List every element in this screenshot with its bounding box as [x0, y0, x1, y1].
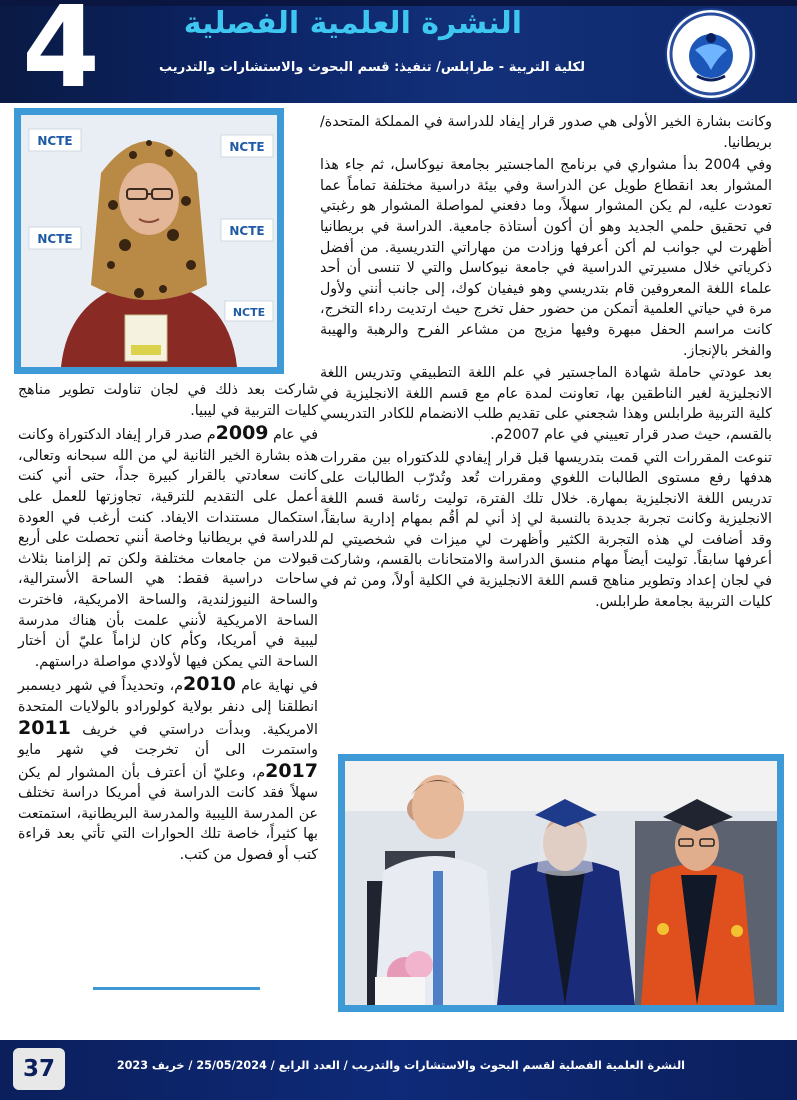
paragraph: بعد عودتي حاملة شهادة الماجستير في علم اللغة التطبيقي وتدريس اللغة الانجليزية لغير الناطقين بها، تعاونت لمدة عام مع قسم اللغة الانجليزية في كلية التربية طرابلس وهذا شجعني على تقديم طلب الانضمام للكادر التدريسي بالقسم، حيث صدر قرار تعييني في عام 2007م.: [320, 365, 772, 443]
paragraph: [18, 674, 318, 865]
year-2011: 2011: [18, 716, 71, 739]
issue-number: 4: [22, 0, 100, 103]
text-segment: م، وتحديداً في شهر ديسمبر انطلقنا إلى دنفر بولاية كولورادو بالولايات المتحدة الامريكية. وبدأت دراستي في خريف: [18, 678, 318, 738]
page-number: 37: [13, 1048, 65, 1090]
college-logo-icon: [665, 8, 757, 100]
newsletter-title: النشرة العلمية الفصلية: [183, 6, 522, 41]
footer-bar: [0, 1040, 797, 1100]
paragraph: وفي 2004 بدأ مشواري في برنامج الماجستير بجامعة نيوكاسل، ثم جاء هذا المشوار بعد انقطاع طويل عن الدراسة وفي بيئة دراسية مختلفة تماماً عما تعودت عليه، لم يكن المشوار سهلاً، وما دفعني لمواصلة المشوار هو رغبتي في تحقيق حلمي الجديد وهو أن أكون أستاذة جامعية. الدراسة في بريطانيا أظهرت لي جوانب لم أكن أعرفها وزادت من مهاراتي التدريسية. من أفضل ذكرياتي خلال مسيرتي الدراسية في جامعة نيوكاسل والتي لا تنسى أن أحد علماء اللغة المعروفين قام بتدريسي وهو فيفيان كوك، إلى جانب أنني ولأول مرة في حياتي العلمية أتمكن من حضور حفل تخرج حيث ارتديت رداء التخرج، كانت مراسم الحفل مبهرة وفيها مزيج من مشاعر الفرح والرهبة والهيبة والفخر بالإنجاز.: [320, 157, 772, 359]
year-2010: 2010: [182, 673, 236, 696]
paragraph: وكانت بشارة الخير الأولى هي صدور قرار إيفاد للدراسة في المملكة المتحدة/بريطانيا.: [320, 114, 772, 151]
text-segment: واستمرت الى أن تخرجت في شهر مايو: [18, 742, 318, 759]
header-bar: [0, 0, 797, 103]
portrait-photo-inner: [21, 115, 277, 367]
year-2017: 2017: [265, 759, 318, 782]
banner-text-4: NCTE: [229, 224, 265, 238]
left-column-text: [18, 380, 318, 868]
graduation-photo-inner: [345, 761, 777, 1005]
decorative-divider: [93, 987, 260, 990]
banner-text-2: NCTE: [37, 232, 73, 246]
text-segment: م صدر قرار إيفاد الدكتوراة وكانت هذه بشارة الخير الثانية لي من الله سبحانه وتعالى، كانت سعادتي بالقرار كبيرة جداً، حتى أني كنت أعمل على التقديم للترقية، تجاوزتها للعمل على استكمال مستندات الايفاد. كنت أرغب في العودة للدراسة في بريطانيا وخاصة أنني تحصلت على أربع قبولات من جامعات مختلفة ولكن تم إلزامنا بثلاث ساحات دراسية فقط: هي الساحة الأسترالية، والساحة النيوزلندية، والساحة الامريكية، فاخترت الساحة الامريكية لأنني علمت بأن هناك مدرسة ليبية في أمريكا، وكأم كان لزاماً عليّ أن أختار الساحة التي يمكن فيها لأولادي مواصلة دراستهم.: [18, 427, 318, 670]
text-segment: في عام: [268, 427, 319, 444]
paragraph: [18, 423, 318, 672]
text-segment: م، وعليّ أن أعترف بأن المشوار لم يكن سهلاً فقد كانت الدراسة في أمريكا دراسة تختلف عن المدرسة الليبية والمدرسة البريطانية، استمتعت بها كثيراً، خاصة تلك الحوارات التي تأتي بعد قراءة كتب أو فصول من كتب.: [18, 764, 318, 864]
banner-text-1: NCTE: [37, 134, 73, 148]
portrait-photo: [14, 108, 284, 374]
footer-caption: النشرة العلمية الفصلية لقسم البحوث والاستشارات والتدريب / العدد الرابع / 25/05/2024 / خريف 2023: [116, 1059, 685, 1072]
banner-text-3: NCTE: [229, 140, 265, 154]
graduation-photo: [338, 754, 784, 1012]
text-segment: في نهاية عام: [235, 678, 318, 695]
right-column-text: [320, 112, 772, 614]
year-2009: 2009: [215, 422, 269, 445]
paragraph: تنوعت المقررات التي قمت بتدريسها قبل قرار إيفادي للدكتوراه بين مقررات هدفها رفع مستوى الطالبات اللغوي ومقررات تُعد وتُدرّب الطالبات على تدريس اللغة الانجليزية بمهارة. خلال تلك الفترة، توليت رئاسة قسم اللغة الانجليزية وكانت تجربة جديدة بالنسبة لي إذ أني لم أقُم بمهام إدارية سابقاً، وقد أضافت لي هذه التجربة الكثير وأظهرت لي ميزات في شخصيتي لم أعرفها سابقاً. توليت أيضاً مهام منسق الدراسة والامتحانات بالقسم، وشاركت في لجان إعداد وتطوير مناهج قسم اللغة الانجليزية في الكلية أولاً، ومن ثم في كليات التربية بجامعة طرابلس.: [320, 449, 772, 610]
newsletter-subtitle: لكلية التربية - طرابلس/ تنفيذ: قسم البحوث والاستشارات والتدريب: [159, 60, 585, 75]
banner-text-5: NCTE: [232, 306, 266, 319]
paragraph: شاركت بعد ذلك في لجان تناولت تطوير مناهج كليات التربية في ليبيا.: [18, 382, 318, 419]
